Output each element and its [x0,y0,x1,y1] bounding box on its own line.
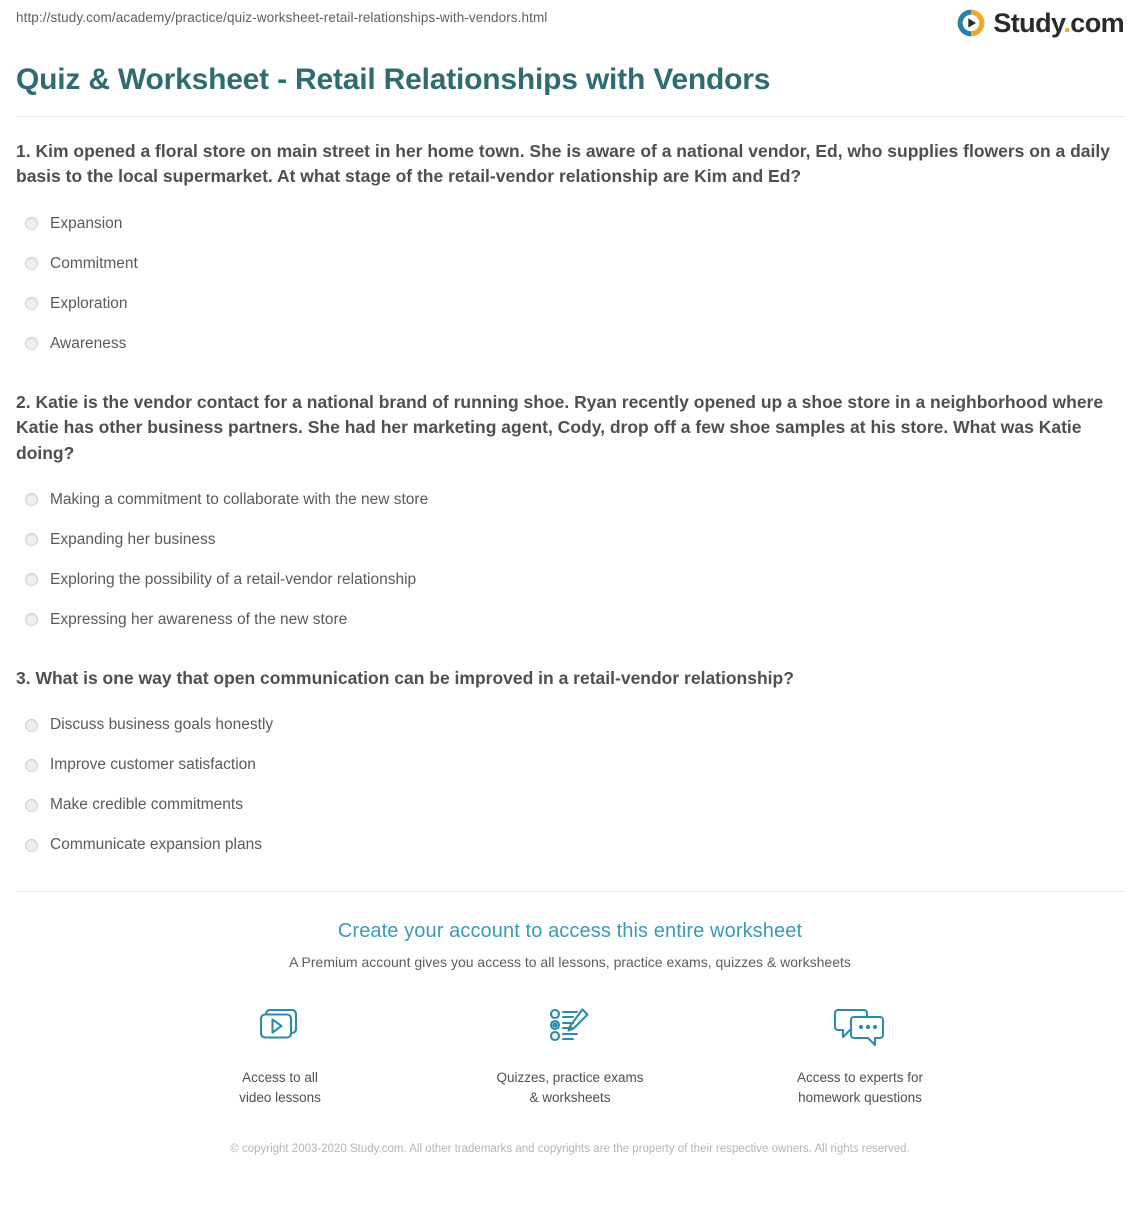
radio-button-icon[interactable] [25,217,38,230]
logo-word-dot: . [1063,7,1071,38]
radio-button-icon[interactable] [25,573,38,586]
answer-options [16,705,1124,865]
answer-option-label: Expansion [50,214,123,232]
logo-word-tld: com [1070,7,1124,38]
feature-item-quizzes [480,1000,660,1107]
radio-button-icon[interactable] [25,613,38,626]
answer-option-label: Communicate expansion plans [50,836,262,854]
answer-option[interactable] [16,204,1124,244]
page-title: Quiz & Worksheet - Retail Relationships with Vendors [16,63,771,96]
questions-list [16,117,1124,865]
radio-button-icon[interactable] [25,719,38,732]
feature-label: Quizzes, practice exams & worksheets [496,1070,644,1105]
answer-option[interactable] [16,284,1124,324]
answer-option-label: Exploring the possibility of a retail-vendor relationship [50,570,417,588]
answer-option-label: Discuss business goals honestly [50,716,274,734]
radio-button-icon[interactable] [25,759,38,772]
answer-option[interactable] [16,560,1124,600]
chat-bubbles-icon [770,1000,950,1056]
logo-word-main: Study [993,7,1064,38]
feature-list [0,1000,1140,1107]
feature-label: Access to all video lessons [239,1070,321,1105]
page-url: http://study.com/academy/practice/quiz-worksheet-retail-relationships-with-vendors.html [16,10,548,25]
radio-button-icon[interactable] [25,297,38,310]
answer-option-label: Expressing her awareness of the new store [50,610,348,628]
video-lessons-icon [190,1000,370,1056]
question-text: 3. What is one way that open communication can be improved in a retail-vendor relationship? [16,667,794,688]
feature-label: Access to experts for homework questions [796,1070,924,1105]
answer-option[interactable] [16,600,1124,640]
answer-options [16,204,1124,364]
answer-option-label: Exploration [50,294,128,312]
question-block [16,390,1124,640]
play-circle-icon [956,8,986,38]
top-bar [0,0,1140,58]
answer-option[interactable] [16,480,1124,520]
radio-button-icon[interactable] [25,257,38,270]
create-account-link[interactable]: Create your account to access this entire worksheet [337,920,803,943]
answer-option[interactable] [16,520,1124,560]
radio-button-icon[interactable] [25,493,38,506]
copyright-text: © copyright 2003-2020 Study.com. All other trademarks and copyrights are the property of their respective owners. All rights reserved. [230,1143,910,1156]
answer-option-label: Expanding her business [50,530,216,548]
premium-subtitle: A Premium account gives you access to all lessons, practice exams, quizzes & worksheets [289,954,851,971]
feature-item-video-lessons [190,1000,370,1107]
study-com-logo[interactable] [956,8,1124,38]
question-block [16,139,1124,364]
question-text: 1. Kim opened a floral store on main street in her home town. She is aware of a national vendor, Ed, who supplies flowers on a daily basis to the local supermarket. At what stage of the retail-vendor relationship are Kim and Ed? [16,141,1110,187]
radio-button-icon[interactable] [25,533,38,546]
answer-options [16,480,1124,640]
radio-button-icon[interactable] [25,799,38,812]
upsell-section [0,892,1140,1158]
radio-button-icon[interactable] [25,839,38,852]
answer-option[interactable] [16,745,1124,785]
answer-option[interactable] [16,705,1124,745]
logo-wordmark [993,7,1124,38]
answer-option-label: Make credible commitments [50,796,243,814]
radio-button-icon[interactable] [25,337,38,350]
answer-option-label: Commitment [50,254,138,272]
answer-option[interactable] [16,785,1124,825]
answer-option[interactable] [16,244,1124,284]
answer-option[interactable] [16,324,1124,364]
feature-item-experts [770,1000,950,1107]
answer-option-label: Improve customer satisfaction [50,756,256,774]
question-text: 2. Katie is the vendor contact for a national brand of running shoe. Ryan recently opened up a shoe store in a neighborhood where Katie has other business partners. She had her marketing agent, Cody, drop off a few shoe samples at his store. What was Katie doing? [16,391,1104,463]
question-block [16,666,1124,865]
quiz-pencil-icon [480,1000,660,1056]
answer-option[interactable] [16,825,1124,865]
answer-option-label: Awareness [50,334,127,352]
answer-option-label: Making a commitment to collaborate with the new store [50,490,429,508]
